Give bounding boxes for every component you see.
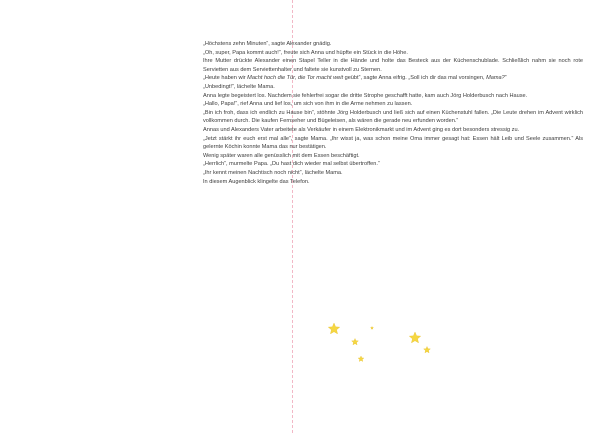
text-run: „Herrlich“, murmelte Papa. „Du hast dich wieder mal selbst übertroffen.“ — [203, 161, 380, 168]
star-icon — [409, 332, 420, 343]
text-run: geübt“, sagte Anna eifrig. „Soll ich dir das mal vorsingen, — [343, 75, 487, 82]
paragraph — [203, 57, 583, 74]
text-run: „Bin ich froh, dass ich endlich zu Hause bin“, stöhnte Jörg Holderbusch und ließ sich auf einen Küchenstuhl fallen. „Die Leute drehen im Advent wirklich vollkommen durch. Die kaufen Fernseher und Bügeleisen, als wären die gerade neu erfunden worden.“ — [203, 109, 583, 125]
text-run: In diesem Augenblick klingelte das Telefon. — [203, 178, 310, 185]
paragraph — [203, 135, 583, 152]
text-run: Ihre Mutter drückte Alexander einen Stapel Teller in die Hände und holte das Besteck aus der Küchenschublade. Schließlich nahm sie noch rote Servietten aus dem Serviettenhalter und faltete sie kunstvoll zu Sternen. — [203, 58, 583, 73]
star-icon — [358, 356, 364, 361]
paragraph — [203, 160, 583, 169]
paragraph — [203, 92, 583, 101]
text-run: Wenig später waren alle genüsslich mit dem Essen beschäftigt. — [203, 152, 360, 159]
star-icon — [328, 323, 339, 334]
paragraph — [203, 40, 583, 49]
text-run: Annas und Alexanders Vater arbeitete als Verkäufer in einem Elektronikmarkt und im Advent ging es dort besonders stressig zu. — [203, 126, 520, 133]
star-icon — [371, 327, 374, 330]
story-text — [203, 40, 583, 186]
paragraph — [203, 49, 583, 58]
paragraph — [203, 152, 583, 161]
paragraph — [203, 74, 583, 83]
star-icon — [352, 339, 359, 345]
italic-text: Macht hoch die Tür, die Tor macht weit — [247, 75, 344, 82]
paragraph — [203, 169, 583, 178]
star-decoration — [320, 318, 440, 368]
paragraph — [203, 83, 583, 92]
text-run: „Oh, super, Papa kommt auch!“, freute sich Anna und hüpfte ein Stück in die Höhe. — [203, 49, 408, 56]
text-run: „Höchstens zehn Minuten“, sagte Alexander gnädig. — [203, 41, 332, 47]
text-run: „Unbedingt!“, lächelte Mama. — [203, 83, 275, 90]
italic-text: Mama? — [486, 75, 505, 82]
text-run: „Heute haben wir — [203, 75, 248, 82]
text-run: Anna legte begeistert los. Nachdem sie fehlerfrei sogar die dritte Strophe geschafft hatte, kam auch Jörg Holderbusch nach Hause. — [203, 92, 528, 99]
text-run: „Ihr kennt meinen Nachtisch noch nicht“, lächelte Mama. — [203, 169, 343, 176]
paragraph — [203, 100, 583, 109]
paragraph — [203, 109, 583, 126]
text-run: “ — [504, 75, 507, 82]
paragraph — [203, 178, 583, 187]
text-run: „Hallo, Papa!“, rief Anna und lief los, um sich von ihm in die Arme nehmen zu lassen. — [203, 101, 413, 108]
star-icon — [424, 347, 431, 353]
paragraph — [203, 126, 583, 135]
text-run: „Jetzt stärkt ihr euch erst mal alle“, sagte Mama. „Ihr wisst ja, was schon meine Oma immer gesagt hat: Essen hält Leib und Seele zusammen.“ Als gelernte Köchin konnte Mama das nur bestätigen. — [203, 135, 583, 151]
